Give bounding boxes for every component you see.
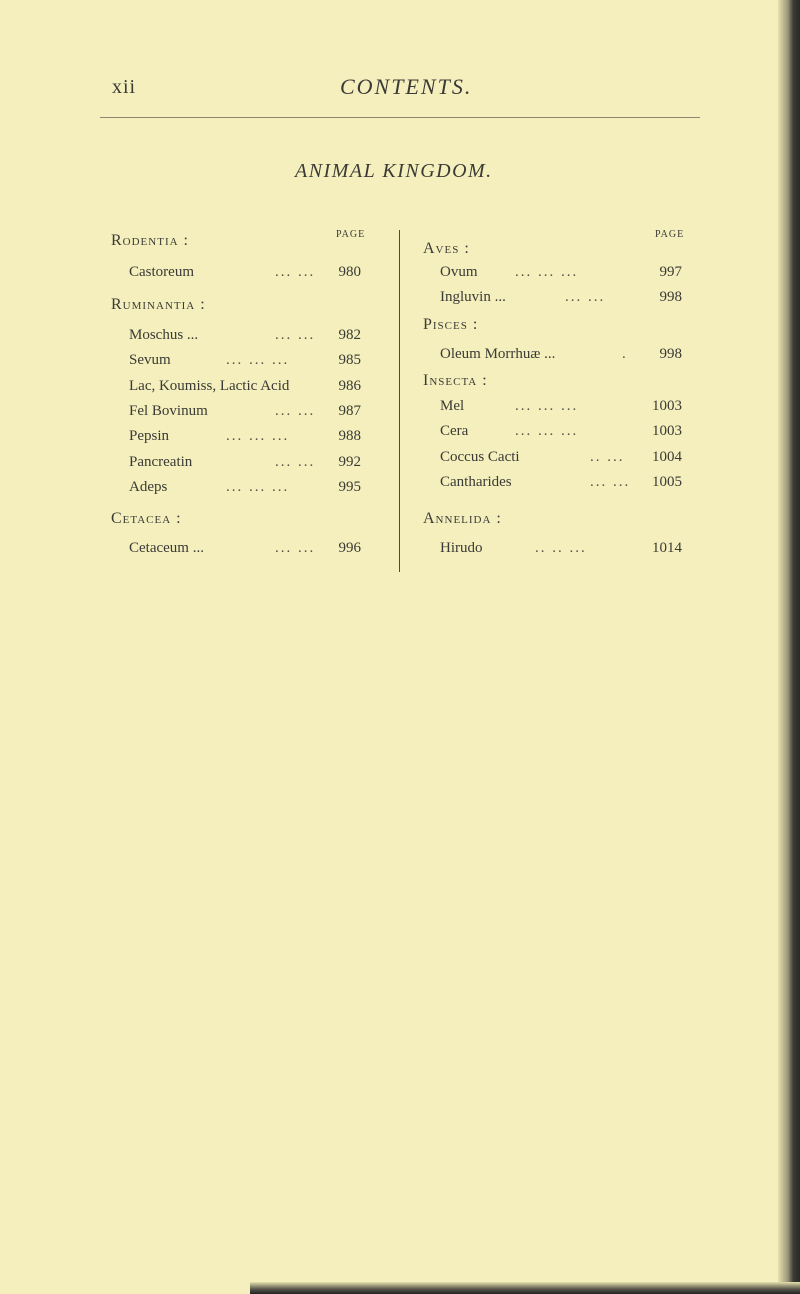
entry-page: 1003 xyxy=(652,398,682,414)
entry-page: 987 xyxy=(338,403,361,419)
entry-label: Fel Bovinum xyxy=(129,403,208,419)
entry-label: Lac, Koumiss, Lactic Acid xyxy=(129,378,290,394)
page-bottom-edge xyxy=(250,1282,800,1294)
entry-label: Hirudo xyxy=(440,540,483,556)
entry-page: 1005 xyxy=(652,474,682,490)
entry-leader: ... ... xyxy=(275,327,316,343)
entry-page: 1014 xyxy=(652,540,682,556)
group-heading-ruminantia: Ruminantia : xyxy=(111,296,206,313)
group-heading-rodentia: Rodentia : xyxy=(111,232,189,249)
entry-page: 980 xyxy=(338,264,361,280)
entry-label: Adeps xyxy=(129,479,168,495)
entry-label: Sevum xyxy=(129,352,171,368)
entry-leader: ... ... ... xyxy=(226,479,290,495)
entry-leader: .. ... xyxy=(590,449,625,465)
entry-leader: ... ... xyxy=(590,474,631,490)
entry-leader: ... ... ... xyxy=(226,428,290,444)
entry-label: Coccus Cacti xyxy=(440,449,520,465)
entry-leader: ... ... xyxy=(275,264,316,280)
entry-page: 996 xyxy=(338,540,361,556)
entry-label: Mel xyxy=(440,398,465,414)
entry-page: 988 xyxy=(338,428,361,444)
entry-page: 995 xyxy=(338,479,361,495)
group-heading-annelida: Annelida : xyxy=(423,510,502,527)
entry-label: Oleum Morrhuæ ... xyxy=(440,346,556,362)
entry-leader: ... ... ... xyxy=(226,352,290,368)
entry-label: Pepsin xyxy=(129,428,170,444)
section-title: ANIMAL KINGDOM. xyxy=(295,160,493,182)
running-title: CONTENTS. xyxy=(340,74,473,99)
entry-label: Cetaceum ... xyxy=(129,540,204,556)
entry-label: Cantharides xyxy=(440,474,512,490)
entry-page: 997 xyxy=(659,264,682,280)
entry-leader: ... ... xyxy=(275,403,316,419)
entry-leader: ... ... xyxy=(565,289,606,305)
entry-leader: .. .. ... xyxy=(535,540,587,556)
entry-page: 1003 xyxy=(652,423,682,439)
entry-page: 1004 xyxy=(652,449,682,465)
entry-leader: . xyxy=(622,346,628,362)
entry-page: 998 xyxy=(659,289,682,305)
entry-page: 998 xyxy=(659,346,682,362)
entry-label: Castoreum xyxy=(129,264,194,280)
entry-page: 985 xyxy=(338,352,361,368)
page-binding-edge xyxy=(778,0,800,1294)
group-heading-pisces: Pisces : xyxy=(423,316,479,333)
left-page-label: PAGE xyxy=(336,229,366,240)
entry-label: Pancreatin xyxy=(129,454,193,470)
entry-leader: ... ... ... xyxy=(515,423,579,439)
entry-page: 992 xyxy=(338,454,361,470)
entry-leader: ... ... xyxy=(275,540,316,556)
page-number: xii xyxy=(112,76,137,98)
entry-page: 982 xyxy=(338,327,361,343)
group-heading-aves: Aves : xyxy=(423,240,470,257)
entry-label: Ingluvin ... xyxy=(440,289,506,305)
entry-label: Ovum xyxy=(440,264,478,280)
entry-leader: ... ... xyxy=(275,454,316,470)
group-heading-cetacea: Cetacea : xyxy=(111,510,182,527)
entry-leader: ... ... ... xyxy=(515,264,579,280)
entry-page: 986 xyxy=(338,378,361,394)
entry-leader: ... ... ... xyxy=(515,398,579,414)
group-heading-insecta: Insecta : xyxy=(423,372,488,389)
header-rule xyxy=(100,117,700,118)
right-page-label: PAGE xyxy=(655,229,685,240)
entry-label: Cera xyxy=(440,423,469,439)
column-divider xyxy=(399,230,400,572)
entry-label: Moschus ... xyxy=(129,327,199,343)
